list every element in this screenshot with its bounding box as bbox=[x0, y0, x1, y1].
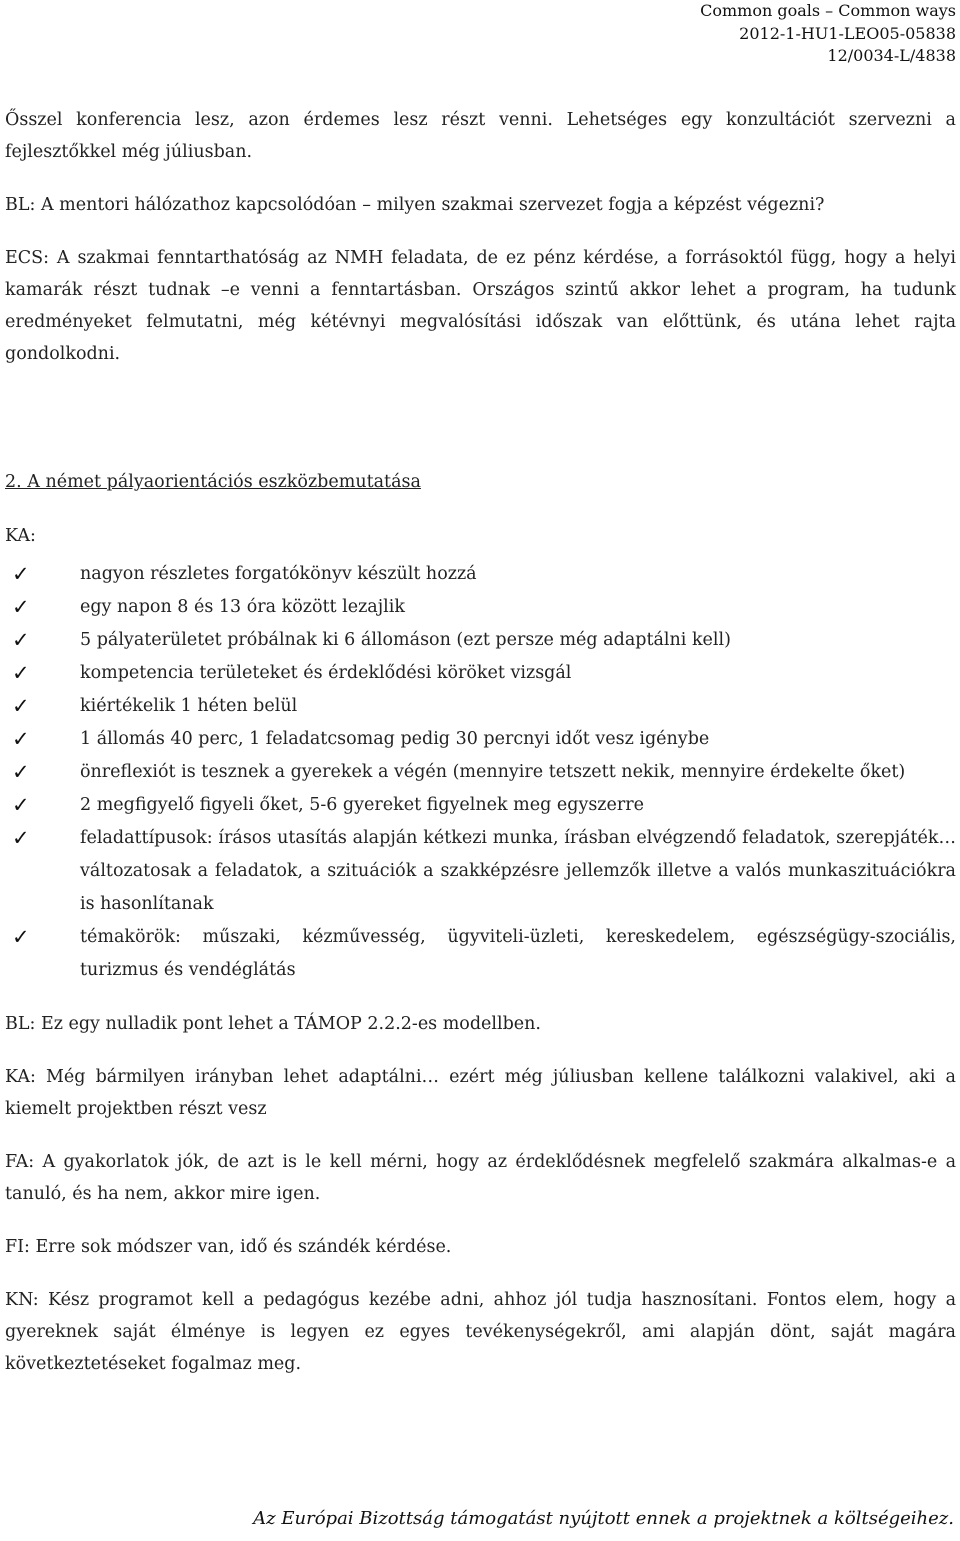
list-item bbox=[5, 723, 956, 756]
checkmark-icon: ✓ bbox=[12, 595, 30, 619]
paragraph: FA: A gyakorlatok jók, de azt is le kell mérni, hogy az érdeklődésnek megfelelő szakmára alkalmas-e a tanuló, és ha nem, akkor mire igen. bbox=[5, 1152, 956, 1204]
list-item bbox=[5, 558, 956, 591]
list-item-text: önreflexiót is tesznek a gyerekek a végén (mennyire tetszett nekik, mennyire érdekelte őket) bbox=[80, 762, 906, 782]
checkmark-icon: ✓ bbox=[12, 661, 30, 685]
funding-disclaimer: Az Európai Bizottság támogatást nyújtott ennek a projektnek a költségeihez. bbox=[253, 1508, 954, 1529]
list-item bbox=[5, 789, 956, 822]
header-reference-number: 12/0034-L/4838 bbox=[827, 46, 956, 65]
checkmark-icon: ✓ bbox=[12, 628, 30, 652]
list-item-text: 5 pályaterületet próbálnak ki 6 állomáson (ezt persze még adaptálni kell) bbox=[80, 630, 731, 650]
checkmark-icon: ✓ bbox=[12, 694, 30, 718]
paragraph: Ősszel konferencia lesz, azon érdemes lesz részt venni. Lehetséges egy konzultációt szervezni a fejlesztőkkel még júliusban. bbox=[5, 110, 956, 162]
list-item-text: egy napon 8 és 13 óra között lezajlik bbox=[80, 597, 405, 617]
list-item-text: feladattípusok: írásos utasítás alapján kétkezi munka, írásban elvégzendő feladatok, szerepjáték… változatosak a feladatok, a szituációk a szakképzésre jellemzők illetve a valós munkaszituációkra is hasonlítanak bbox=[80, 828, 956, 914]
checkmark-icon: ✓ bbox=[12, 925, 30, 949]
document-header bbox=[700, 0, 956, 68]
list-item bbox=[5, 822, 956, 921]
header-project-name: Common goals – Common ways bbox=[700, 1, 956, 20]
list-item-text: kompetencia területeket és érdeklődési köröket vizsgál bbox=[80, 663, 572, 683]
speaker-label: KA: bbox=[5, 526, 36, 546]
document-body bbox=[5, 104, 956, 1401]
checkmark-icon: ✓ bbox=[12, 727, 30, 751]
checklist bbox=[5, 558, 956, 987]
list-item bbox=[5, 591, 956, 624]
list-item bbox=[5, 657, 956, 690]
list-item bbox=[5, 756, 956, 789]
checkmark-icon: ✓ bbox=[12, 562, 30, 586]
list-item-text: nagyon részletes forgatókönyv készült hozzá bbox=[80, 564, 477, 584]
paragraph: BL: A mentori hálózathoz kapcsolódóan – milyen szakmai szervezet fogja a képzést végezni? bbox=[5, 195, 825, 215]
paragraph: ECS: A szakmai fenntarthatóság az NMH feladata, de ez pénz kérdése, a forrásoktól függ, hogy a helyi kamarák részt tudnak –e venni a fenntartásban. Országos szintű akkor lehet a program, ha tudunk eredményeket felmutatni, még kétévnyi megvalósítási időszak van előttünk, és utána lehet rajta gondolkodni. bbox=[5, 248, 956, 364]
paragraph: BL: Ez egy nulladik pont lehet a TÁMOP 2.2.2-es modellben. bbox=[5, 1014, 541, 1034]
list-item-text: témakörök: műszaki, kézművesség, ügyviteli-üzleti, kereskedelem, egészségügy-szociális, turizmus és vendéglátás bbox=[80, 927, 956, 980]
checkmark-icon: ✓ bbox=[12, 793, 30, 817]
header-project-code: 2012-1-HU1-LEO05-05838 bbox=[739, 23, 956, 43]
list-item-text: 2 megfigyelő figyeli őket, 5-6 gyereket figyelnek meg egyszerre bbox=[80, 795, 644, 815]
list-item-text: 1 állomás 40 perc, 1 feladatcsomag pedig 30 percnyi időt vesz igénybe bbox=[80, 729, 710, 749]
list-item bbox=[5, 624, 956, 657]
list-item-text: kiértékelik 1 héten belül bbox=[80, 696, 298, 716]
checkmark-icon: ✓ bbox=[12, 826, 30, 850]
list-item bbox=[5, 690, 956, 723]
paragraph: KN: Kész programot kell a pedagógus kezébe adni, ahhoz jól tudja hasznosítani. Fontos elem, hogy a gyereknek saját élménye is legyen ez egyes tevékenységekről, ami alapján dönt, saját magára következtetéseket fogalmaz meg. bbox=[5, 1290, 956, 1374]
list-item bbox=[5, 921, 956, 987]
section-title: 2. A német pályaorientációs eszközbemutatása bbox=[5, 472, 421, 492]
checkmark-icon: ✓ bbox=[12, 760, 30, 784]
paragraph: FI: Erre sok módszer van, idő és szándék kérdése. bbox=[5, 1237, 452, 1257]
paragraph: KA: Még bármilyen irányban lehet adaptálni… ezért még júliusban kellene találkozni valakivel, aki a kiemelt projektben részt vesz bbox=[5, 1067, 956, 1119]
